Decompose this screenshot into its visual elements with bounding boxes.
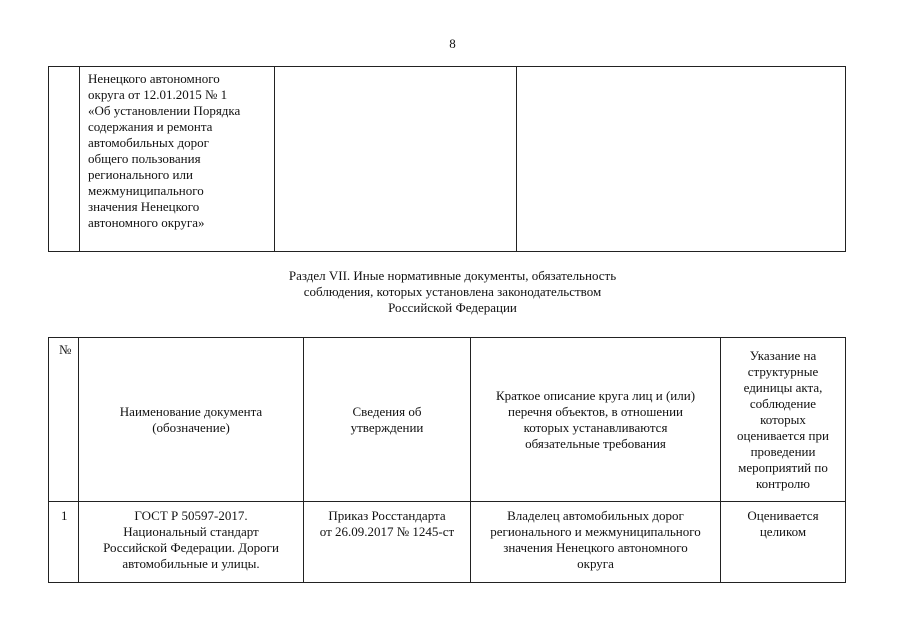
header-name-label: Наименование документа (обозначение) — [119, 403, 263, 435]
requirements-table — [48, 337, 846, 583]
row-units: Оценивается целиком — [747, 508, 819, 539]
header-number — [49, 338, 79, 502]
document-name-cell — [80, 67, 275, 252]
header-number-label: № — [59, 342, 72, 357]
row-description-cell — [471, 502, 721, 583]
header-approval-label: Сведения об утверждении — [350, 403, 424, 435]
approval-cell — [275, 67, 517, 252]
row-approval-cell — [304, 502, 471, 583]
continuation-table — [48, 66, 846, 252]
header-description — [471, 338, 721, 502]
header-units-label: Указание на структурные единицы акта, соблюдение которых оценивается при проведении мероприятий по контролю — [737, 347, 829, 491]
row-name-cell — [79, 502, 304, 583]
row-number: 1 — [61, 508, 68, 523]
description-cell — [517, 67, 846, 252]
page-number: 8 — [449, 36, 456, 51]
row-description: Владелец автомобильных дорог регионального и межмуниципального значения Ненецкого автономного округа — [490, 508, 701, 571]
row-units-cell — [721, 502, 846, 583]
document-text: Ненецкого автономного округа от 12.01.2015 № 1 «Об установлении Порядка содержания и ремонта автомобильных дорог общего пользования регионального или межмуниципального значения Ненецкого автономного округа» — [88, 71, 241, 230]
header-approval — [304, 338, 471, 502]
table-header-row — [49, 338, 846, 502]
header-description-label: Краткое описание круга лиц и (или) перечня объектов, в отношении которых устанавливаются обязательные требования — [495, 387, 696, 451]
row-name: ГОСТ Р 50597-2017. Национальный стандарт Российской Федерации. Дороги автомобильные и улицы. — [103, 508, 279, 571]
section-heading: Раздел VII. Иные нормативные документы, обязательность соблюдения, которых установлена законодательством Российской Федерации — [288, 268, 617, 315]
row-number-cell — [49, 502, 79, 583]
number-cell — [49, 67, 80, 252]
table-row — [49, 67, 846, 252]
header-units — [721, 338, 846, 502]
table-row — [49, 502, 846, 583]
row-approval: Приказ Росстандарта от 26.09.2017 № 1245-ст — [319, 508, 455, 539]
header-name — [79, 338, 304, 502]
